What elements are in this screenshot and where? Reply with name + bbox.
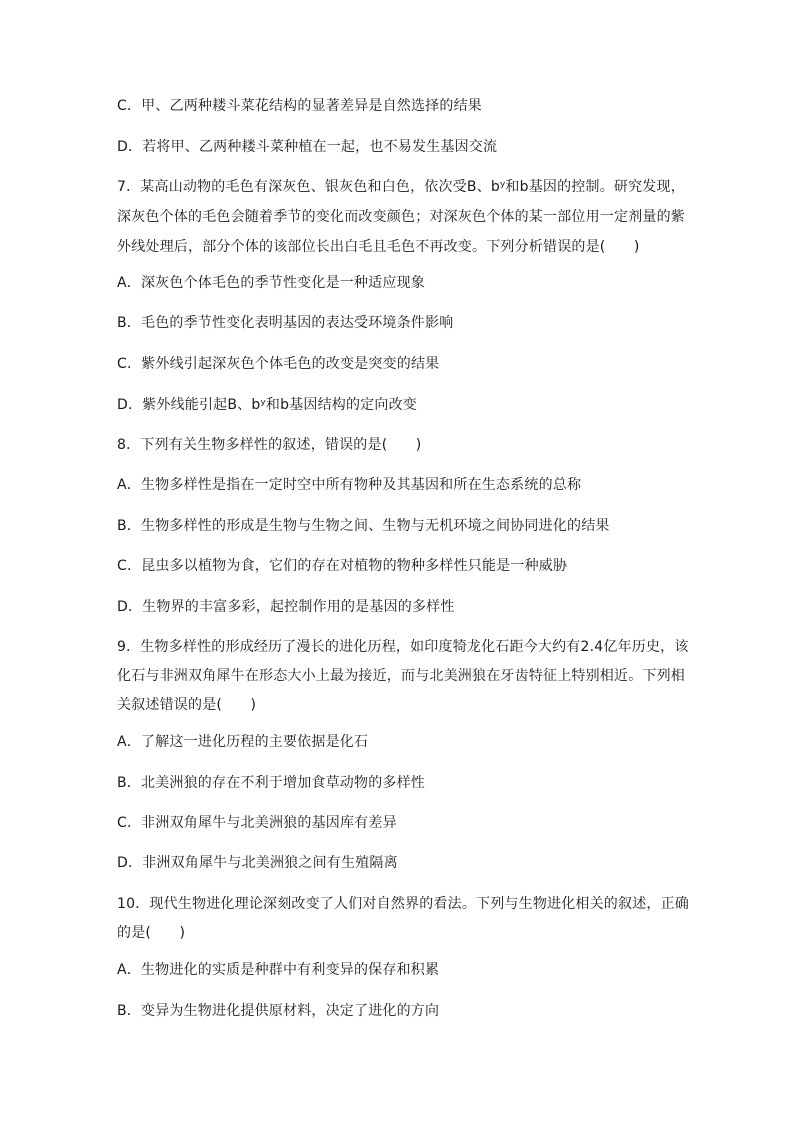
q9-option-b: B．北美洲狼的存在不利于增加食草动物的多样性 bbox=[117, 775, 426, 791]
q6-option-c: C．甲、乙两种耧斗菜花结构的显著差异是自然选择的结果 bbox=[117, 98, 482, 114]
q7-option-a: A．深灰色个体毛色的季节性变化是一种适应现象 bbox=[117, 275, 425, 291]
q10-stem-line-2: 的是( ) bbox=[117, 925, 186, 941]
q7-option-c: C．紫外线引起深灰色个体毛色的改变是突变的结果 bbox=[117, 356, 440, 372]
q7-option-d: D．紫外线能引起B、bʸ和b基因结构的定向改变 bbox=[117, 397, 417, 413]
q9-stem-line-3: 关叙述错误的是( ) bbox=[117, 697, 257, 713]
q6-option-d: D．若将甲、乙两种耧斗菜种植在一起，也不易发生基因交流 bbox=[117, 139, 498, 155]
q9-option-d: D．非洲双角犀牛与北美洲狼之间有生殖隔离 bbox=[117, 855, 398, 871]
q7-stem-line-1: 7．某高山动物的毛色有深灰色、银灰色和白色，依次受B、bʸ和b基因的控制。研究发现， bbox=[117, 179, 685, 195]
q8-stem: 8．下列有关生物多样性的叙述，错误的是( ) bbox=[117, 437, 422, 453]
q8-option-b: B．生物多样性的形成是生物与生物之间、生物与无机环境之间协同进化的结果 bbox=[117, 518, 610, 534]
q9-stem-line-2: 化石与非洲双角犀牛在形态大小上最为接近，而与北美洲狼在牙齿特征上特别相近。下列相 bbox=[117, 668, 685, 684]
q10-stem-line-1: 10．现代生物进化理论深刻改变了人们对自然界的看法。下列与生物进化相关的叙述，正确 bbox=[117, 896, 690, 912]
q9-option-c: C．非洲双角犀牛与北美洲狼的基因库有差异 bbox=[117, 815, 397, 831]
q10-option-a: A．生物进化的实质是种群中有利变异的保存和积累 bbox=[117, 962, 440, 978]
q7-option-b: B．毛色的季节性变化表明基因的表达受环境条件影响 bbox=[117, 315, 454, 331]
q7-stem-line-3: 外线处理后，部分个体的该部位长出白毛且毛色不再改变。下列分析错误的是( ) bbox=[117, 239, 640, 255]
q9-stem-line-1: 9．生物多样性的形成经历了漫长的进化历程，如印度犄龙化石距今大约有2.4亿年历史，该 bbox=[117, 639, 689, 655]
q7-stem-line-2: 深灰色个体的毛色会随着季节的变化而改变颜色；对深灰色个体的某一部位用一定剂量的紫 bbox=[117, 209, 685, 225]
q8-option-d: D．生物界的丰富多彩，起控制作用的是基因的多样性 bbox=[117, 599, 455, 615]
q9-option-a: A．了解这一进化历程的主要依据是化石 bbox=[117, 734, 369, 750]
q8-option-c: C．昆虫多以植物为食，它们的存在对植物的物种多样性只能是一种威胁 bbox=[117, 558, 568, 574]
q8-option-a: A．生物多样性是指在一定时空中所有物种及其基因和所在生态系统的总称 bbox=[117, 477, 582, 493]
q10-option-b: B．变异为生物进化提供原材料，决定了进化的方向 bbox=[117, 1003, 440, 1019]
